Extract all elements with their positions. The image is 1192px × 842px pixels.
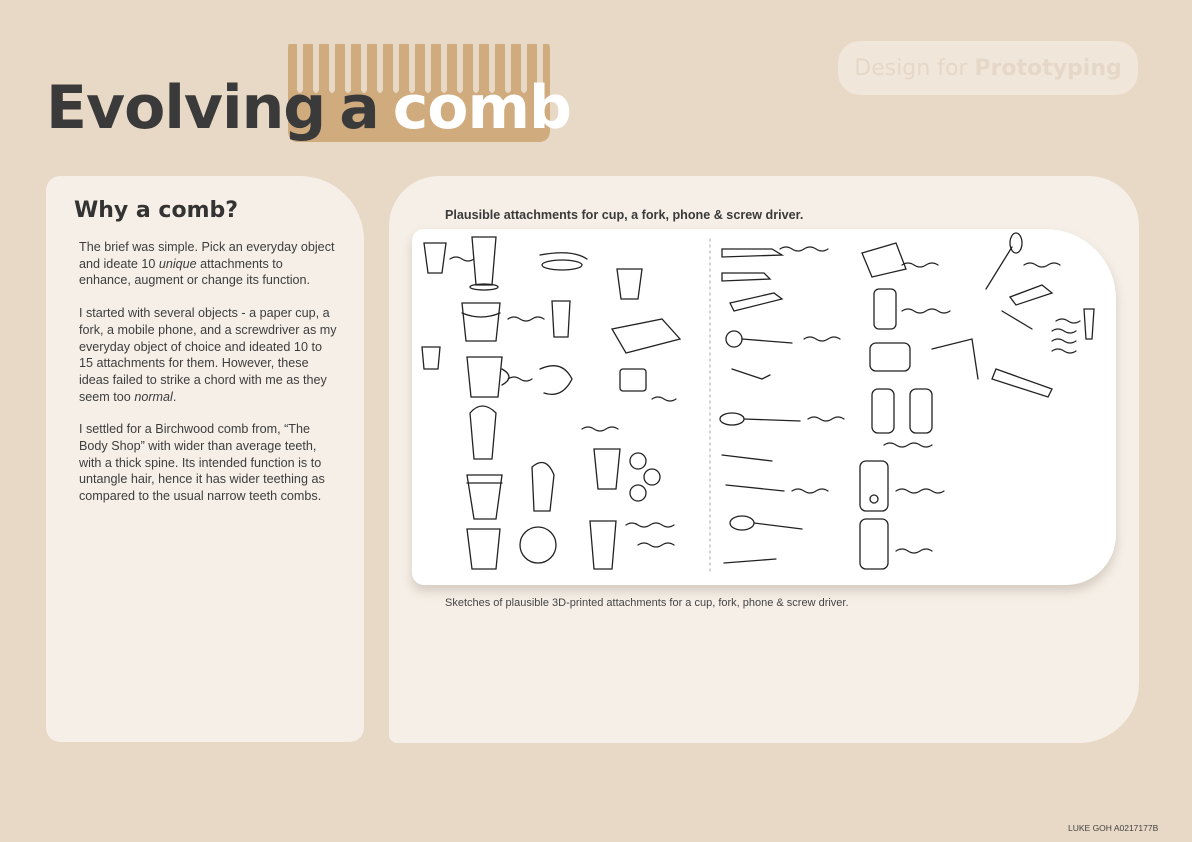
why-heading: Why a comb? — [74, 198, 239, 223]
para2-text-b: . — [172, 389, 177, 404]
para1-emphasis: unique — [158, 256, 197, 271]
para1-text-a: The brief was simple. Pick an everyday object and ideate 10 — [79, 240, 335, 271]
title-word-evolving: Evolving — [46, 73, 326, 143]
sketch-drawings — [412, 229, 1116, 585]
sketch-image — [412, 229, 1116, 585]
para1-text-b: attachments to enhance, augment or change its function. — [79, 256, 311, 288]
section-pill — [838, 41, 1138, 95]
sketch-caption: Sketches of plausible 3D-printed attachments for a cup, fork, phone & screw driver. — [445, 597, 849, 609]
sketch-card — [389, 176, 1139, 743]
sketch-title: Plausible attachments for cup, a fork, phone & screw driver. — [445, 208, 804, 222]
pill-bold: Prototyping — [974, 55, 1122, 81]
title-word-comb: comb — [392, 73, 571, 143]
why-paragraph-1 — [79, 239, 337, 289]
why-body — [79, 239, 337, 521]
author-id: LUKE GOH A0217177B — [1068, 823, 1159, 833]
page-title — [46, 73, 571, 143]
why-paragraph-3: I settled for a Birchwood comb from, “The Body Shop” with wider than average teeth, with a thick spine. Its intended function is to untangle hair, hence it has wider teething as compared to the usual narrow teeth combs. — [79, 422, 325, 504]
pill-prefix: Design for — [854, 55, 968, 81]
para2-emphasis: normal — [134, 389, 173, 404]
why-card — [46, 176, 364, 742]
para2-text-a: I started with several objects - a paper cup, a fork, a mobile phone, and a screwdriver as my everyday object of choice and ideated 10 to 15 attachments for them. However, these ideas failed to strike a chord with me as they seem too — [79, 306, 337, 404]
why-paragraph-2 — [79, 305, 337, 405]
title-word-a: a — [339, 73, 379, 143]
